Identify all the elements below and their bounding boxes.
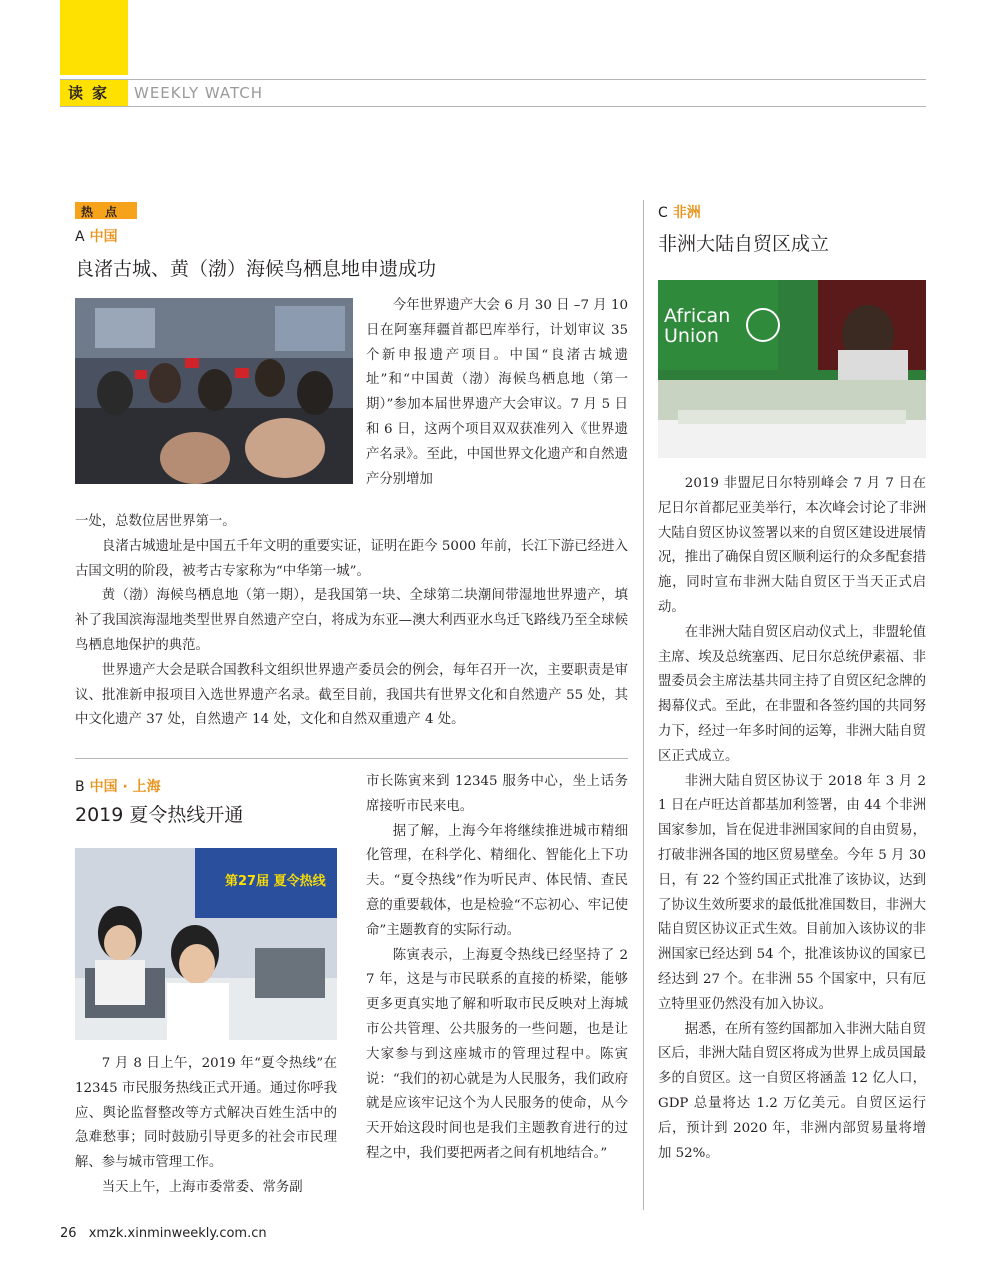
article-b-letter: B [75,779,85,795]
article-b-paragraph: 陈寅表示，上海夏令热线已经坚持了 27 年，这是与市民联系的直接的桥梁，能够更多更真实地了解和听取市民反映对上海城市公共管理、公共服务的一些问题，也是让大家参与到这座城市的管理过程中。陈寅说：“我们的初心就是为人民服务，我们政府就是应该牢记这个为人民服务的使命，从今天开始这段时间也是我们主题教育进行的过程之中，我们要把两者之间有机地结合。” [366,947,628,1161]
article-a-paragraph: 良渚古城遗址是中国五千年文明的重要实证，证明在距今 5000 年前，长江下游已经进入古国文明的阶段，被考古专家称为“中华第一城”。 [75,538,628,579]
african-union-logo-text [664,306,730,346]
article-c-paragraph: 据悉，在所有签约国都加入非洲大陆自贸区后，非洲大陆自贸区将成为世界上成员国最多的自贸区。这一自贸区将涵盖 12 亿人口，GDP 总量将达 1.2 万亿美元。自贸区运行后，预计到 2020 年，非洲内部贸易量将增加 52%。 [658,1021,926,1161]
article-c-kicker [658,202,701,222]
article-a-lead-paragraph: 今年世界遗产大会 6 月 30 日 –7 月 10 日在阿塞拜疆首都巴库举行，计划审议 35 个新申报遗产项目。中国“良渚古城遗址”和“中国黄（渤）海候鸟栖息地（第一期）”参加本届世界遗产大会审议。7 月 5 日和 6 日，这两个项目双双获准列入《世界遗产名录》。至此，中国世界文化遗产和自然遗产分别增加 [366,298,628,487]
article-c-body [658,472,926,1166]
article-c-letter: C [658,205,668,221]
article-a-paragraph: 世界遗产大会是联合国教科文组织世界遗产委员会的例会，每年召开一次，主要职责是审议、批准新申报项目入选世界遗产名录。截至目前，我国共有世界文化和自然遗产 55 处，其中文化遗产 37 处，自然遗产 14 处，文化和自然双重遗产 4 处。 [75,662,628,728]
article-b-region: 中国 · 上海 [89,779,161,795]
article-c-region: 非洲 [672,205,701,221]
article-a-title: 良渚古城、黄（渤）海候鸟栖息地申遗成功 [75,258,437,280]
article-c-paragraph: 非洲大陆自贸区协议于 2018 年 3 月 21 日在卢旺达首都基加利签署，由 44 个非洲国家参加，旨在促进非洲国家间的自由贸易，打破非洲各国的地区贸易壁垒。今年 5 月 30 日，有 22 个签约国正式批准了该协议，达到了协议生效所要求的最低批准国数目，非洲大陆自贸区协议正式生效。目前加入该协议的非洲国家已经达到 54 个，批准该协议的国家已经达到 27 个。在非洲 55 个国家中，只有厄立特里亚仍然没有加入协议。 [658,773,926,1012]
article-a-region: 中国 [89,229,118,245]
article-b-photo [75,848,337,1040]
article-c-title: 非洲大陆自贸区成立 [658,233,830,255]
article-c-paragraph: 在非洲大陆自贸区启动仪式上，非盟轮值主席、埃及总统塞西、尼日尔总统伊素福、非盟委员会主席法基共同主持了自贸区纪念牌的揭幕仪式。至此，在非盟和各签约国的共同努力下，经过一年多时间的运筹，非洲大陆自贸区正式成立。 [658,624,926,764]
section-subtitle: WEEKLY WATCH [134,84,264,102]
page-number: 26 [60,1226,77,1241]
article-b-left-column [75,1052,337,1201]
article-a-photo [75,298,353,484]
section-label: 读家 [60,80,128,106]
article-a-continued: 一处，总数位居世界第一。 [75,514,236,529]
article-a-kicker [75,226,118,246]
article-a-paragraph: 黄（渤）海候鸟栖息地（第一期），是我国第一块、全球第二块潮间带湿地世界遗产，填补了我国滨海湿地类型世界自然遗产空白，将成为东亚—澳大利西亚水鸟迁飞路线乃至全球候鸟栖息地保护的典范。 [75,588,628,653]
photo-banner-text: 第27届 夏令热线 [225,874,326,889]
article-a-letter: A [75,229,85,245]
header-bottom-rule [60,106,926,107]
article-b-paragraph: 当天上午，上海市委常委、常务副 [101,1179,303,1195]
header-color-block [60,0,128,75]
article-c-paragraph: 2019 非盟尼日尔特别峰会 7 月 7 日在尼日尔首都尼亚美举行，本次峰会讨论了非洲大陆自贸区协议签署以来的自贸区建设进展情况，推出了确保自贸区顺利运行的众多配套措施，同时宣布非洲大陆自贸区于当天正式启动。 [658,476,926,615]
hot-tag: 热点 [75,202,137,219]
article-b-paragraph: 据了解，上海今年将继续推进城市精细化管理，在科学化、精细化、智能化上下功夫。“夏令热线”作为听民声、体民情、查民意的重要载体，也是检验“不忘初心、牢记使命”主题教育的实际行动。 [366,823,628,938]
article-b-paragraph: 7 月 8 日上午，2019 年“夏令热线”在 12345 市民服务热线正式开通。通过你呼我应、舆论监督整改等方式解决百姓生活中的急难愁事；同时鼓励引导更多的社会市民理解、参与城市管理工作。 [75,1056,337,1171]
article-c-photo [658,280,926,458]
article-b-continued: 市长陈寅来到 12345 服务中心，坐上话务席接听市民来电。 [366,774,628,814]
page-footer [60,1226,267,1241]
column-divider [643,200,644,1210]
article-b-title: 2019 夏令热线开通 [75,804,244,826]
header-top-rule [60,79,926,80]
logo-text-line: Union [664,325,719,347]
article-b-kicker [75,776,161,796]
article-b-right-column [366,770,628,1167]
logo-text-line: African [664,305,731,327]
footer-url[interactable]: xmzk.xinminweekly.com.cn [88,1226,267,1241]
article-a-body [75,510,628,733]
article-divider [75,758,628,759]
article-a-side-column [366,294,628,492]
